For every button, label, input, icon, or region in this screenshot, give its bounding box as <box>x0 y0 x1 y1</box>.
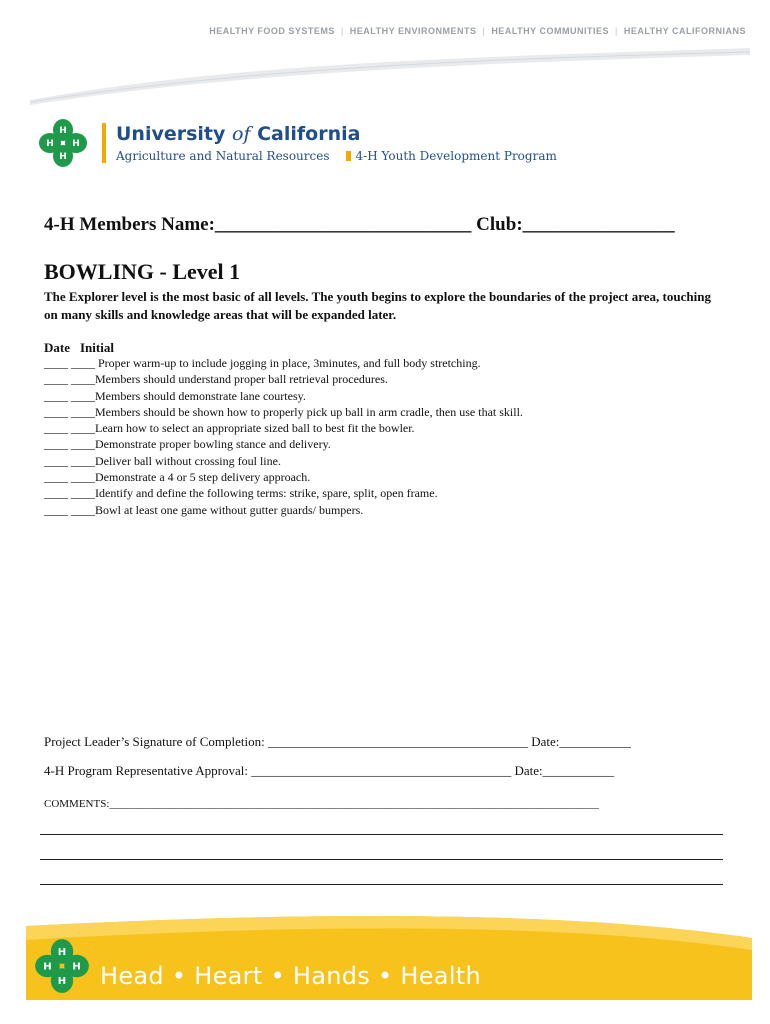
svg-text:H: H <box>59 126 67 136</box>
comments-field[interactable]: COMMENTS:_________________________________________________________________________________________ <box>44 798 599 810</box>
date-column-label: Date <box>44 340 70 355</box>
tagline-item: HEALTHY FOOD SYSTEMS <box>209 26 335 36</box>
task-item[interactable]: ____ ____Members should be shown how to properly pick up ball in arm cradle, then use that skill. <box>44 404 523 419</box>
tagline-item: HEALTHY CALIFORNIANS <box>623 26 746 36</box>
member-name-club-field[interactable]: 4-H Members Name:___________________________ Club:________________ <box>44 214 675 235</box>
anr-name: Agriculture and Natural Resources <box>116 149 330 163</box>
task-item[interactable]: ____ ____Deliver ball without crossing foul line. <box>44 453 281 468</box>
task-item[interactable]: ____ ____Learn how to select an appropriate sized ball to best fit the bowler. <box>44 421 415 436</box>
svg-text:H: H <box>43 961 52 973</box>
comments-line[interactable] <box>40 834 723 835</box>
svg-text:H: H <box>59 152 67 162</box>
task-list <box>44 355 734 518</box>
comments-line[interactable] <box>40 859 723 860</box>
header-tagline: HEALTHY FOOD SYSTEMS | HEALTHY ENVIRONMENTS | HEALTHY COMMUNITIES | HEALTHY CALIFORNIANS <box>209 26 746 36</box>
task-item[interactable]: ____ ____Members should demonstrate lane courtesy. <box>44 388 306 403</box>
leader-signature-field[interactable]: Project Leader’s Signature of Completion: ________________________________________ Date:___________ <box>44 734 631 749</box>
uc-name: University of California <box>116 123 361 145</box>
representative-approval-field[interactable]: 4-H Program Representative Approval: ________________________________________ Date:___________ <box>44 763 615 778</box>
task-item[interactable]: ____ ____Bowl at least one game without gutter guards/ bumpers. <box>44 502 364 517</box>
task-list-header <box>44 340 124 356</box>
task-item[interactable]: ____ ____Demonstrate a 4 or 5 step delivery approach. <box>44 470 311 485</box>
task-item[interactable]: ____ ____Members should understand proper ball retrieval procedures. <box>44 372 388 387</box>
intro-text: The Explorer level is the most basic of all levels. The youth begins to explore the boundaries of the project area, touching on many skills and knowledge areas that will be expanded later. <box>44 289 711 322</box>
svg-text:H: H <box>57 946 67 958</box>
logo-divider <box>102 123 106 163</box>
task-item[interactable]: ____ ____Identify and define the following terms: strike, spare, split, open frame. <box>44 486 438 501</box>
task-item[interactable]: ____ ____Demonstrate proper bowling stance and delivery. <box>44 437 331 452</box>
page-title: BOWLING - Level 1 <box>44 259 241 284</box>
svg-text:H: H <box>72 961 81 973</box>
svg-text:H: H <box>72 139 80 149</box>
tagline-item: HEALTHY ENVIRONMENTS <box>349 26 477 36</box>
initial-column-label: Initial <box>80 340 114 355</box>
header-swoosh <box>0 0 770 130</box>
comments-line[interactable] <box>40 884 723 885</box>
task-item[interactable]: ____ ____ Proper warm-up to include jogging in place, 3minutes, and full body stretching. <box>44 356 481 370</box>
uc-logo-block <box>38 118 557 168</box>
svg-text:H: H <box>57 975 67 987</box>
4h-clover-icon <box>34 938 90 994</box>
4h-clover-icon <box>38 118 88 168</box>
tagline-item: HEALTHY COMMUNITIES <box>491 26 609 36</box>
program-name: 4-H Youth Development Program <box>346 149 557 163</box>
footer-motto: Head • Heart • Hands • Health <box>100 962 482 990</box>
svg-text:H: H <box>46 139 54 149</box>
